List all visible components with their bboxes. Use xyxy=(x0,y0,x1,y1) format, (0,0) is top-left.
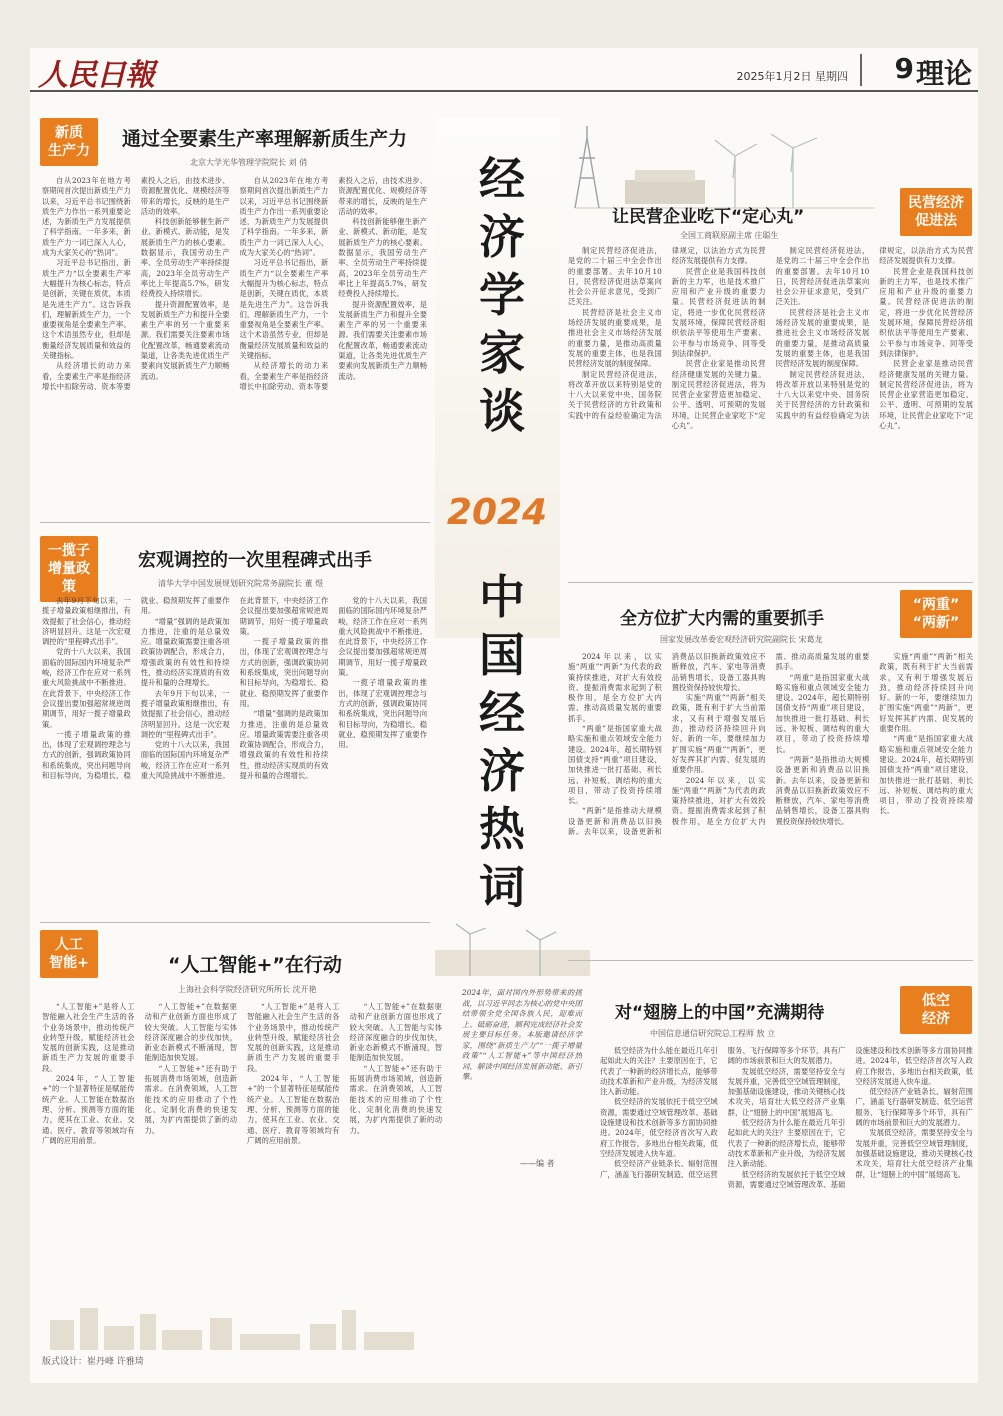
article-tag-incremental-policy: 一揽子 增量政策 xyxy=(40,536,98,602)
newspaper-logo: 人民日報 xyxy=(38,58,154,93)
column-year: 2024 xyxy=(446,492,548,533)
editor-signature: ——编 者 xyxy=(520,1159,555,1168)
column-title-top xyxy=(472,150,532,440)
masthead-divider xyxy=(860,54,862,86)
city-skyline-illustration xyxy=(30,1290,978,1350)
article-tag-low-altitude-economy: 低空 经济 xyxy=(900,986,972,1034)
article-tag-ai-plus: 人工 智能+ xyxy=(40,930,98,978)
article-byline: 国家发展改革委宏观经济研究院副院长 宋葛龙 xyxy=(660,635,823,644)
column-title-bottom xyxy=(472,568,532,916)
article-title: “人工智能+”在行动 xyxy=(168,954,342,976)
article-tag-new-productivity: 新质 生产力 xyxy=(40,118,98,166)
title-char: 中 xyxy=(479,570,525,624)
title-char: 经 xyxy=(479,152,525,206)
masthead xyxy=(30,48,978,92)
article-byline: 清华大学中国发展规划研究院常务副院长 董 煜 xyxy=(158,579,324,588)
article-body: 制定民营经济促进法，是党的二十届三中全会作出的重要部署。去年10月10日，民营经济促进法草案向社会公开征求意见，受到广泛关注。 民营经济是社会主义市场经济发展的重要成果，是推进社会主义市场经济发展的重要力量，是推动高质量发展的重要主体，也是我国民营经济发展的制度保障。 制定民营经济促进法，将改革开放以来特别是党的十八大以来党中央、国务院关于民营经济的方针政策和实践中的有益经验确定为法律规定，以法治方式为民营经济发展提供有力支撑。 民营企业是我国科技创新的主力军，也是技术推广应用和产业升级的重要力量。民营经济促进法的制定，将进一步优化民营经济发展环境，保障民营经济组织依法平等使用生产要素、公平参与市场竞争、同等受到法律保护。 民营企业家是推动民营经济健康发展的关键力量。制定民营经济促进法，将为民营企业家营造更加稳定、公平、透明、可预期的发展环境，让民营企业家吃下“定心丸”。 制定民营经济促进法，是党的二十届三中全会作出的重要部署。去年10月10日，民营经济促进法草案向社会公开征求意见，受到广泛关注。 民营经济是社会主义市场经济发展的重要成果，是推进社会主义市场经济发展的重要力量，是推动高质量发展的重要主体，也是我国民营经济发展的制度保障。 制定民营经济促进法，将改革开放以来特别是党的十八大以来党中央、国务院关于民营经济的方针政策和实践中的有益经验确定为法律规定，以法治方式为民营经济发展提供有力支撑。 民营企业是我国科技创新的主力军，也是技术推广应用和产业升级的重要力量。民营经济促进法的制定，将进一步优化民营经济发展环境，保障民营经济组织依法平等使用生产要素、公平参与市场竞争、同等受到法律保护。 民营企业家是推动民营经济健康发展的关键力量。制定民营经济促进法，将为民营企业家营造更加稳定、公平、透明、可预期的发展环境，让民营企业家吃下“定心丸”。 xyxy=(568,246,973,431)
article-body: 低空经济为什么能在最近几年引起如此大的关注？主要原因在于，它代表了一种新的经济增长点，能够带动技术革新和产业升级，为经济发展注入新动能。 低空经济的发展依托于低空空域资源，需要通过空域管理改革、基础设施建设和技术创新等多方面协同推进。2024年，低空经济首次写入政府工作报告，多地出台相关政策，低空经济发展进入快车道。 低空经济产业链条长、辐射范围广，涵盖飞行器研发制造、低空运营服务、飞行保障等多个环节，具有广阔的市场前景和巨大的发展潜力。 发展低空经济，需要坚持安全与发展并重，完善低空空域管理制度，加强基础设施建设，推动关键核心技术攻关，培育壮大低空经济产业集群，让“翅膀上的中国”展翅高飞。 低空经济为什么能在最近几年引起如此大的关注？主要原因在于，它代表了一种新的经济增长点，能够带动技术革新和产业升级，为经济发展注入新动能。 低空经济的发展依托于低空空域资源，需要通过空域管理改革、基础设施建设和技术创新等多方面协同推进。2024年，低空经济首次写入政府工作报告，多地出台相关政策，低空经济发展进入快车道。 低空经济产业链条长、辐射范围广，涵盖飞行器研发制造、低空运营服务、飞行保障等多个环节，具有广阔的市场前景和巨大的发展潜力。 发展低空经济，需要坚持安全与发展并重，完善低空空域管理制度，加强基础设施建设，推动关键核心技术攻关，培育壮大低空经济产业集群，让“翅膀上的中国”展翅高飞。 xyxy=(600,1046,973,1189)
title-char: 学 xyxy=(479,268,525,322)
title-char: 热 xyxy=(479,802,525,856)
divider xyxy=(568,582,973,583)
divider xyxy=(568,960,973,961)
article-title: 全方位扩大内需的重要抓手 xyxy=(620,609,824,629)
page-number: 9 xyxy=(894,52,914,85)
title-char: 家 xyxy=(479,326,525,380)
editor-note: 2024年，面对国内外形势带来的挑战，以习近平同志为核心的党中央团结带领全党全国各族人民，迎难而上、砥砺奋进，顺利完成经济社会发展主要目标任务。本版邀请经济学家，围绕“新质生产力”“一揽子增量政策”“人工智能+”等中国经济热词，解读中国经济发展新动能、新引擎。 xyxy=(462,988,582,1081)
divider xyxy=(40,522,430,523)
wind-power-illustration xyxy=(565,118,885,213)
article-title: 宏观调控的一次里程碑式出手 xyxy=(138,550,372,571)
title-char: 经 xyxy=(479,686,525,740)
title-char: 谈 xyxy=(479,384,525,438)
article-title: 对“翅膀上的中国”充满期待 xyxy=(615,1003,825,1023)
article-tag-two-priorities: “两重” “两新” xyxy=(900,590,972,638)
article-tag-private-economy-law: 民营经济 促进法 xyxy=(900,188,972,236)
article-body: 自从2023年在地方考察期间首次提出新质生产力以来，习近平总书记围绕新质生产力作出一系列重要论述，为新质生产力发展提供了科学指南。一年多来，新质生产力一词已深入人心，成为大家关心的“热词”。 习近平总书记指出，新质生产力“以全要素生产率大幅提升为核心标志，特点是创新，关键在质优，本质是先进生产力”。这告诉我们，理解新质生产力，一个重要视角是全要素生产率。这个术语虽然专业，但却是衡量经济发展质量和效益的关键指标。 从经济增长的动力来看，全要素生产率是指经济增长中扣除劳动、资本等要素投入之后，由技术进步、资源配置优化、规模经济等带来的增长，反映的是生产活动的效率。 科技创新能够催生新产业、新模式、新动能，是发展新质生产力的核心要素。数据显示，我国劳动生产率、全员劳动生产率持续提高，2023年全员劳动生产率比上年提高5.7%，研发经费投入持续增长。 提升资源配置效率，是发展新质生产力和提升全要素生产率的另一个重要来源。我们需要关注要素市场化配置改革，畅通要素流动渠道，让各类先进优质生产要素向发展新质生产力顺畅流动。 自从2023年在地方考察期间首次提出新质生产力以来，习近平总书记围绕新质生产力作出一系列重要论述，为新质生产力发展提供了科学指南。一年多来，新质生产力一词已深入人心，成为大家关心的“热词”。 习近平总书记指出，新质生产力“以全要素生产率大幅提升为核心标志，特点是创新，关键在质优，本质是先进生产力”。这告诉我们，理解新质生产力，一个重要视角是全要素生产率。这个术语虽然专业，但却是衡量经济发展质量和效益的关键指标。 从经济增长的动力来看，全要素生产率是指经济增长中扣除劳动、资本等要素投入之后，由技术进步、资源配置优化、规模经济等带来的增长，反映的是生产活动的效率。 科技创新能够催生新产业、新模式、新动能，是发展新质生产力的核心要素。数据显示，我国劳动生产率、全员劳动生产率持续提高，2023年全员劳动生产率比上年提高5.7%，研发经费投入持续增长。 提升资源配置效率，是发展新质生产力和提升全要素生产率的另一个重要来源。我们需要关注要素市场化配置改革，畅通要素流动渠道，让各类先进优质生产要素向发展新质生产力顺畅流动。 xyxy=(42,176,427,391)
article-byline: 北京大学光华管理学院院长 刘 俏 xyxy=(190,158,308,167)
divider xyxy=(40,922,430,923)
article-byline: 中国信息通信研究院总工程师 敖 立 xyxy=(650,1029,776,1038)
article-body: 去年9月下旬以来，一揽子增量政策相继推出，有效提振了社会信心，推动经济明显回升。这是一次宏观调控的“里程碑式出手”。 党的十八大以来，我国面临的国际国内环境复杂严峻，经济工作在应对一系列重大风险挑战中不断推进。在此背景下，中央经济工作会议提出要加强超常规逆周期调节，用好一揽子增量政策。 一揽子增量政策的推出，体现了宏观调控理念与方式的创新，强调政策协同和系统集成，突出问题导向和目标导向，为稳增长、稳就业、稳预期发挥了重要作用。 “增量”强调的是政策加力推进，注重的是总量效应。增量政策需要注重各项政策协调配合，形成合力，增强政策的有效性和持续性，推动经济实现质的有效提升和量的合理增长。 去年9月下旬以来，一揽子增量政策相继推出，有效提振了社会信心，推动经济明显回升。这是一次宏观调控的“里程碑式出手”。 党的十八大以来，我国面临的国际国内环境复杂严峻，经济工作在应对一系列重大风险挑战中不断推进。在此背景下，中央经济工作会议提出要加强超常规逆周期调节，用好一揽子增量政策。 一揽子增量政策的推出，体现了宏观调控理念与方式的创新，强调政策协同和系统集成，突出问题导向和目标导向，为稳增长、稳就业、稳预期发挥了重要作用。 “增量”强调的是政策加力推进，注重的是总量效应。增量政策需要注重各项政策协调配合，形成合力，增强政策的有效性和持续性，推动经济实现质的有效提升和量的合理增长。 党的十八大以来，我国面临的国际国内环境复杂严峻，经济工作在应对一系列重大风险挑战中不断推进。在此背景下，中央经济工作会议提出要加强超常规逆周期调节，用好一揽子增量政策。 一揽子增量政策的推出，体现了宏观调控理念与方式的创新，强调政策协同和系统集成，突出问题导向和目标导向，为稳增长、稳就业、稳预期发挥了重要作用。 xyxy=(42,596,427,781)
article-title: 让民营企业吃下“定心丸” xyxy=(612,207,805,227)
article-byline: 全国工商联原副主席 庄聪生 xyxy=(680,231,779,240)
section-name: 理论 xyxy=(915,57,972,90)
title-char: 济 xyxy=(479,210,525,264)
layout-credit: 版式设计：崔丹峰 许雅琦 xyxy=(42,1357,144,1367)
article-body: 2024年以来，以实施“两重”“两新”为代表的政策持续推进，对扩大有效投资、提振消费需求起到了积极作用，是全方位扩大内需、推动高质量发展的重要抓手。 “两重”是指国家重大战略实施和重点领域安全能力建设。2024年，超长期特别国债支持“两重”项目建设，加快推进一批打基础、利长远、补短板、调结构的重大项目，带动了投资持续增长。 “两新”是指推动大规模设备更新和消费品以旧换新。去年以来，设备更新和消费品以旧换新政策效应不断释放，汽车、家电等消费品销售增长，设备工器具购置投资保持较快增长。 实施“两重”“两新”相关政策，既有利于扩大当前需求，又有利于增强发展后劲，推动经济持续回升向好。新的一年，要继续加力扩围实施“两重”“两新”，更好发挥其扩内需、促发展的重要作用。 2024年以来，以实施“两重”“两新”为代表的政策持续推进，对扩大有效投资、提振消费需求起到了积极作用，是全方位扩大内需、推动高质量发展的重要抓手。 “两重”是指国家重大战略实施和重点领域安全能力建设。2024年，超长期特别国债支持“两重”项目建设，加快推进一批打基础、利长远、补短板、调结构的重大项目，带动了投资持续增长。 “两新”是指推动大规模设备更新和消费品以旧换新。去年以来，设备更新和消费品以旧换新政策效应不断释放，汽车、家电等消费品销售增长，设备工器具购置投资保持较快增长。 实施“两重”“两新”相关政策，既有利于扩大当前需求，又有利于增强发展后劲，推动经济持续回升向好。新的一年，要继续加力扩围实施“两重”“两新”，更好发挥其扩内需、促发展的重要作用。 “两重”是指国家重大战略实施和重点领域安全能力建设。2024年，超长期特别国债支持“两重”项目建设，加快推进一批打基础、利长远、补短板、调结构的重大项目，带动了投资持续增长。 xyxy=(568,652,973,837)
title-char: 国 xyxy=(479,628,525,682)
article-byline: 上海社会科学院经济研究所所长 沈开艳 xyxy=(178,985,317,994)
title-char: 济 xyxy=(479,744,525,798)
article-title: 通过全要素生产率理解新质生产力 xyxy=(122,128,408,150)
article-body: “人工智能+”是将人工智能融入社会生产生活的各个业务场景中，推动传统产业转型升级，赋能经济社会发展的创新实践，这是推动新质生产力发展的重要手段。 2024年，“人工智能+”的一个显著特征是赋能传统产业。人工智能在数据治理、分析、预测等方面的能力，使其在工业、农业、交通、医疗、教育等领域均有广阔的应用前景。 “人工智能+”在数据驱动和产业创新方面也形成了较大突破。人工智能与实体经济深度融合的步伐加快，新业态新模式不断涌现，智能制造加快发展。 “人工智能+”还有助于拓展消费市场领域，创造新需求。在消费领域，人工智能技术的应用推动了个性化、定制化消费的快速发展，为扩内需提供了新的动力。 “人工智能+”是将人工智能融入社会生产生活的各个业务场景中，推动传统产业转型升级，赋能经济社会发展的创新实践，这是推动新质生产力发展的重要手段。 2024年，“人工智能+”的一个显著特征是赋能传统产业。人工智能在数据治理、分析、预测等方面的能力，使其在工业、农业、交通、医疗、教育等领域均有广阔的应用前景。 “人工智能+”在数据驱动和产业创新方面也形成了较大突破。人工智能与实体经济深度融合的步伐加快，新业态新模式不断涌现，智能制造加快发展。 “人工智能+”还有助于拓展消费市场领域，创造新需求。在消费领域，人工智能技术的应用推动了个性化、定制化消费的快速发展，为扩内需提供了新的动力。 xyxy=(42,1002,442,1145)
publication-date: 2025年1月2日 星期四 xyxy=(736,70,848,83)
title-char: 词 xyxy=(479,860,525,914)
